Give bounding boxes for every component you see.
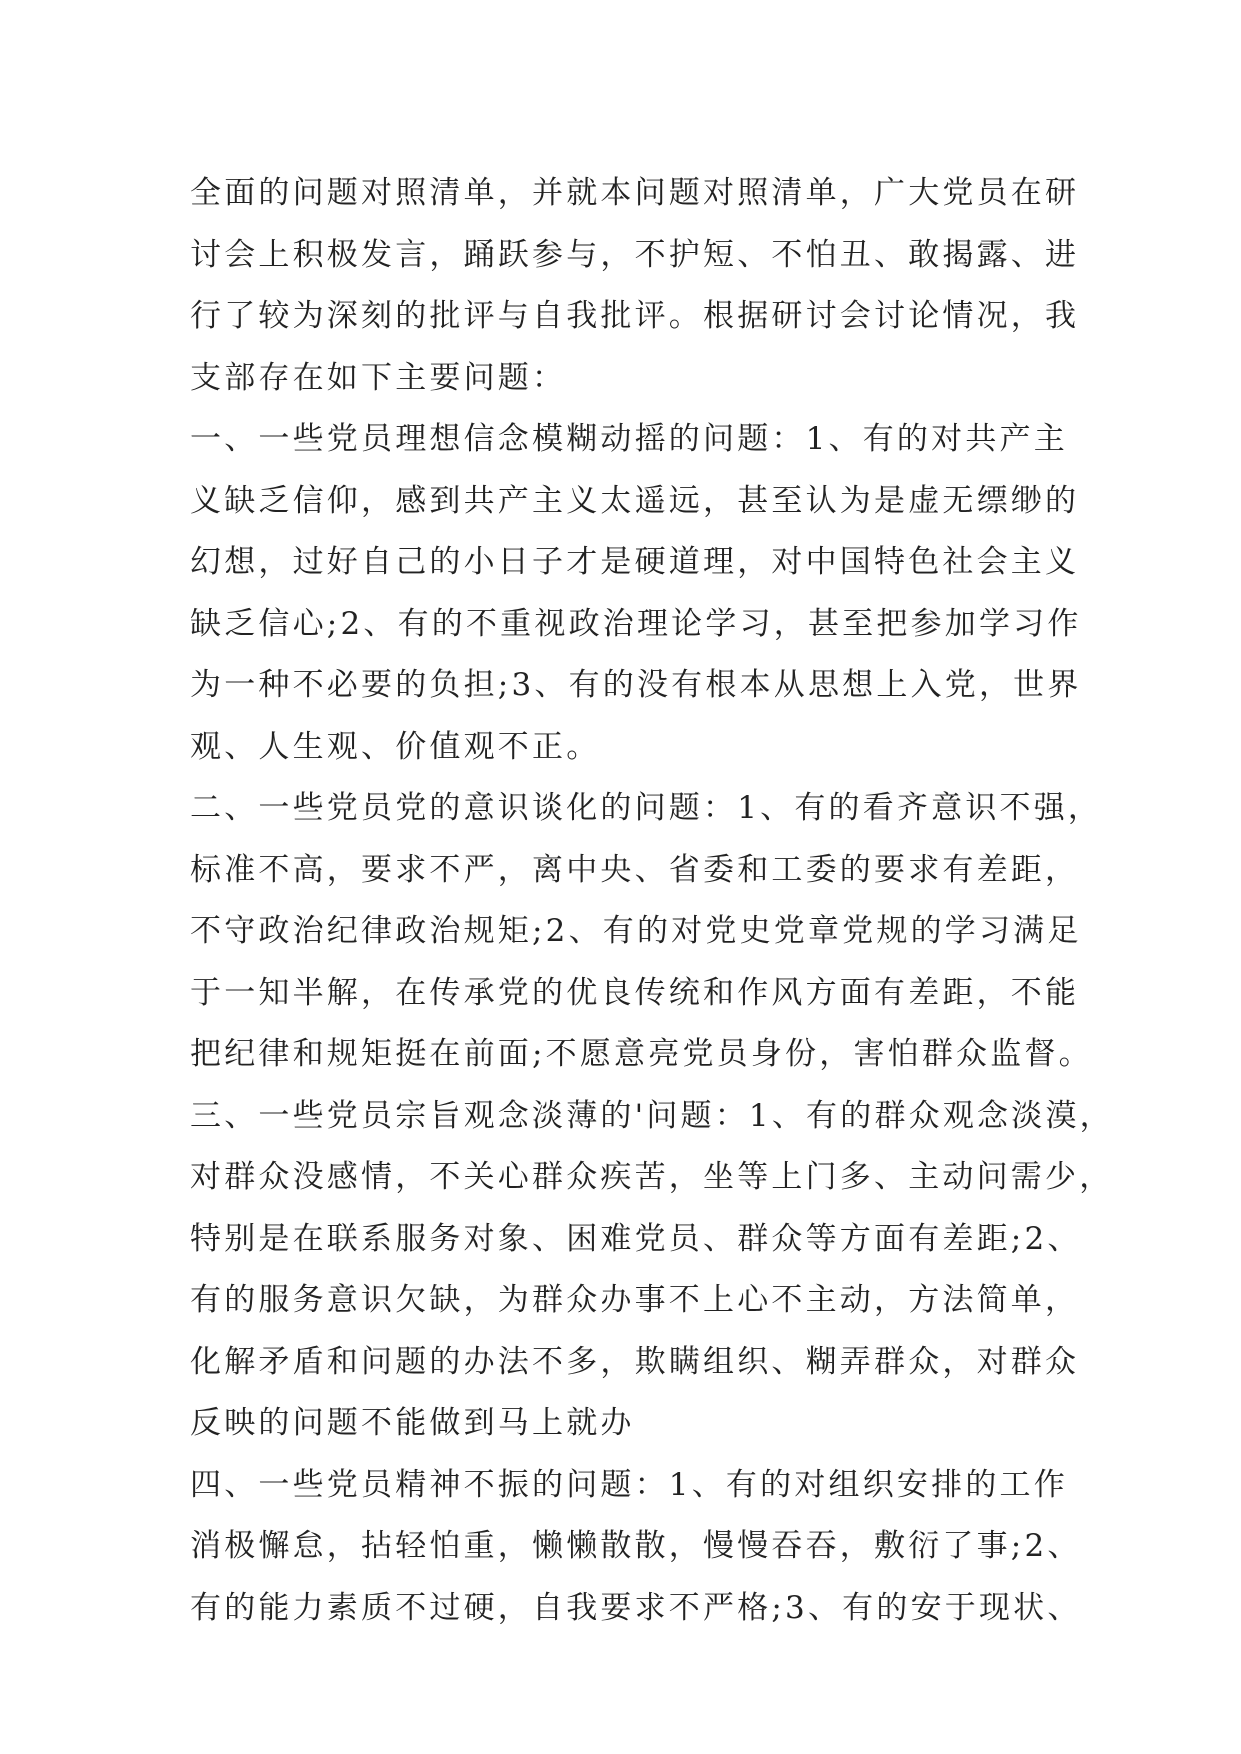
text-line: 标准不高，要求不严，离中央、省委和工委的要求有差距， (190, 851, 1080, 888)
text-line: 有的服务意识欠缺，为群众办事不上心不主动，方法简单， (190, 1282, 1080, 1318)
text-line: 缺乏信心;2、有的不重视政治理论学习，甚至把参加学习作 (190, 605, 1082, 642)
text-line: 化解矛盾和问题的办法不多，欺瞒组织、糊弄群众，对群众 (190, 1343, 1080, 1380)
text-line: 四、一些党员精神不振的问题：1、有的对组织安排的工作 (190, 1466, 1068, 1503)
document-body (190, 163, 1114, 1639)
text-line: 于一知半解，在传承党的优良传统和作风方面有差距，不能 (190, 974, 1080, 1011)
text-line: 把纪律和规矩挺在前面;不愿意亮党员身份，害怕群众监督。 (190, 1036, 1093, 1072)
text-line: 反映的问题不能做到马上就办 (190, 1405, 635, 1441)
text-line: 对群众没感情，不关心群众疾苦，坐等上门多、主动问需少， (190, 1159, 1114, 1195)
text-line: 一、一些党员理想信念模糊动摇的问题：1、有的对共产主 (190, 421, 1068, 457)
text-line: 三、一些党员宗旨观念淡薄的'问题：1、有的群众观念淡漠， (190, 1097, 1114, 1134)
text-line: 二、一些党员党的意识谈化的问题：1、有的看齐意识不强， (190, 790, 1103, 826)
text-line: 特别是在联系服务对象、困难党员、群众等方面有差距;2、 (190, 1220, 1082, 1257)
text-line: 有的能力素质不过硬，自我要求不严格;3、有的安于现状、 (190, 1589, 1082, 1626)
text-line: 消极懈怠，拈轻怕重，懒懒散散，慢慢吞吞，敷衍了事;2、 (190, 1528, 1082, 1564)
text-line: 不守政治纪律政治规矩;2、有的对党史党章党规的学习满足 (190, 913, 1082, 949)
text-line: 义缺乏信仰，感到共产主义太遥远，甚至认为是虚无缥缈的 (190, 482, 1080, 519)
text-line: 观、人生观、价值观不正。 (190, 728, 601, 765)
text-line: 幻想，过好自己的小日子才是硬道理，对中国特色社会主义 (190, 544, 1080, 580)
text-line: 讨会上积极发言，踊跃参与，不护短、不怕丑、敢揭露、进 (190, 236, 1080, 273)
text-line: 行了较为深刻的批评与自我批评。根据研讨会讨论情况，我 (190, 298, 1080, 334)
text-line: 为一种不必要的负担;3、有的没有根本从思想上入党，世界 (190, 667, 1082, 703)
text-line: 支部存在如下主要问题： (190, 359, 567, 396)
text-line: 全面的问题对照清单，并就本问题对照清单，广大党员在研 (190, 175, 1080, 211)
